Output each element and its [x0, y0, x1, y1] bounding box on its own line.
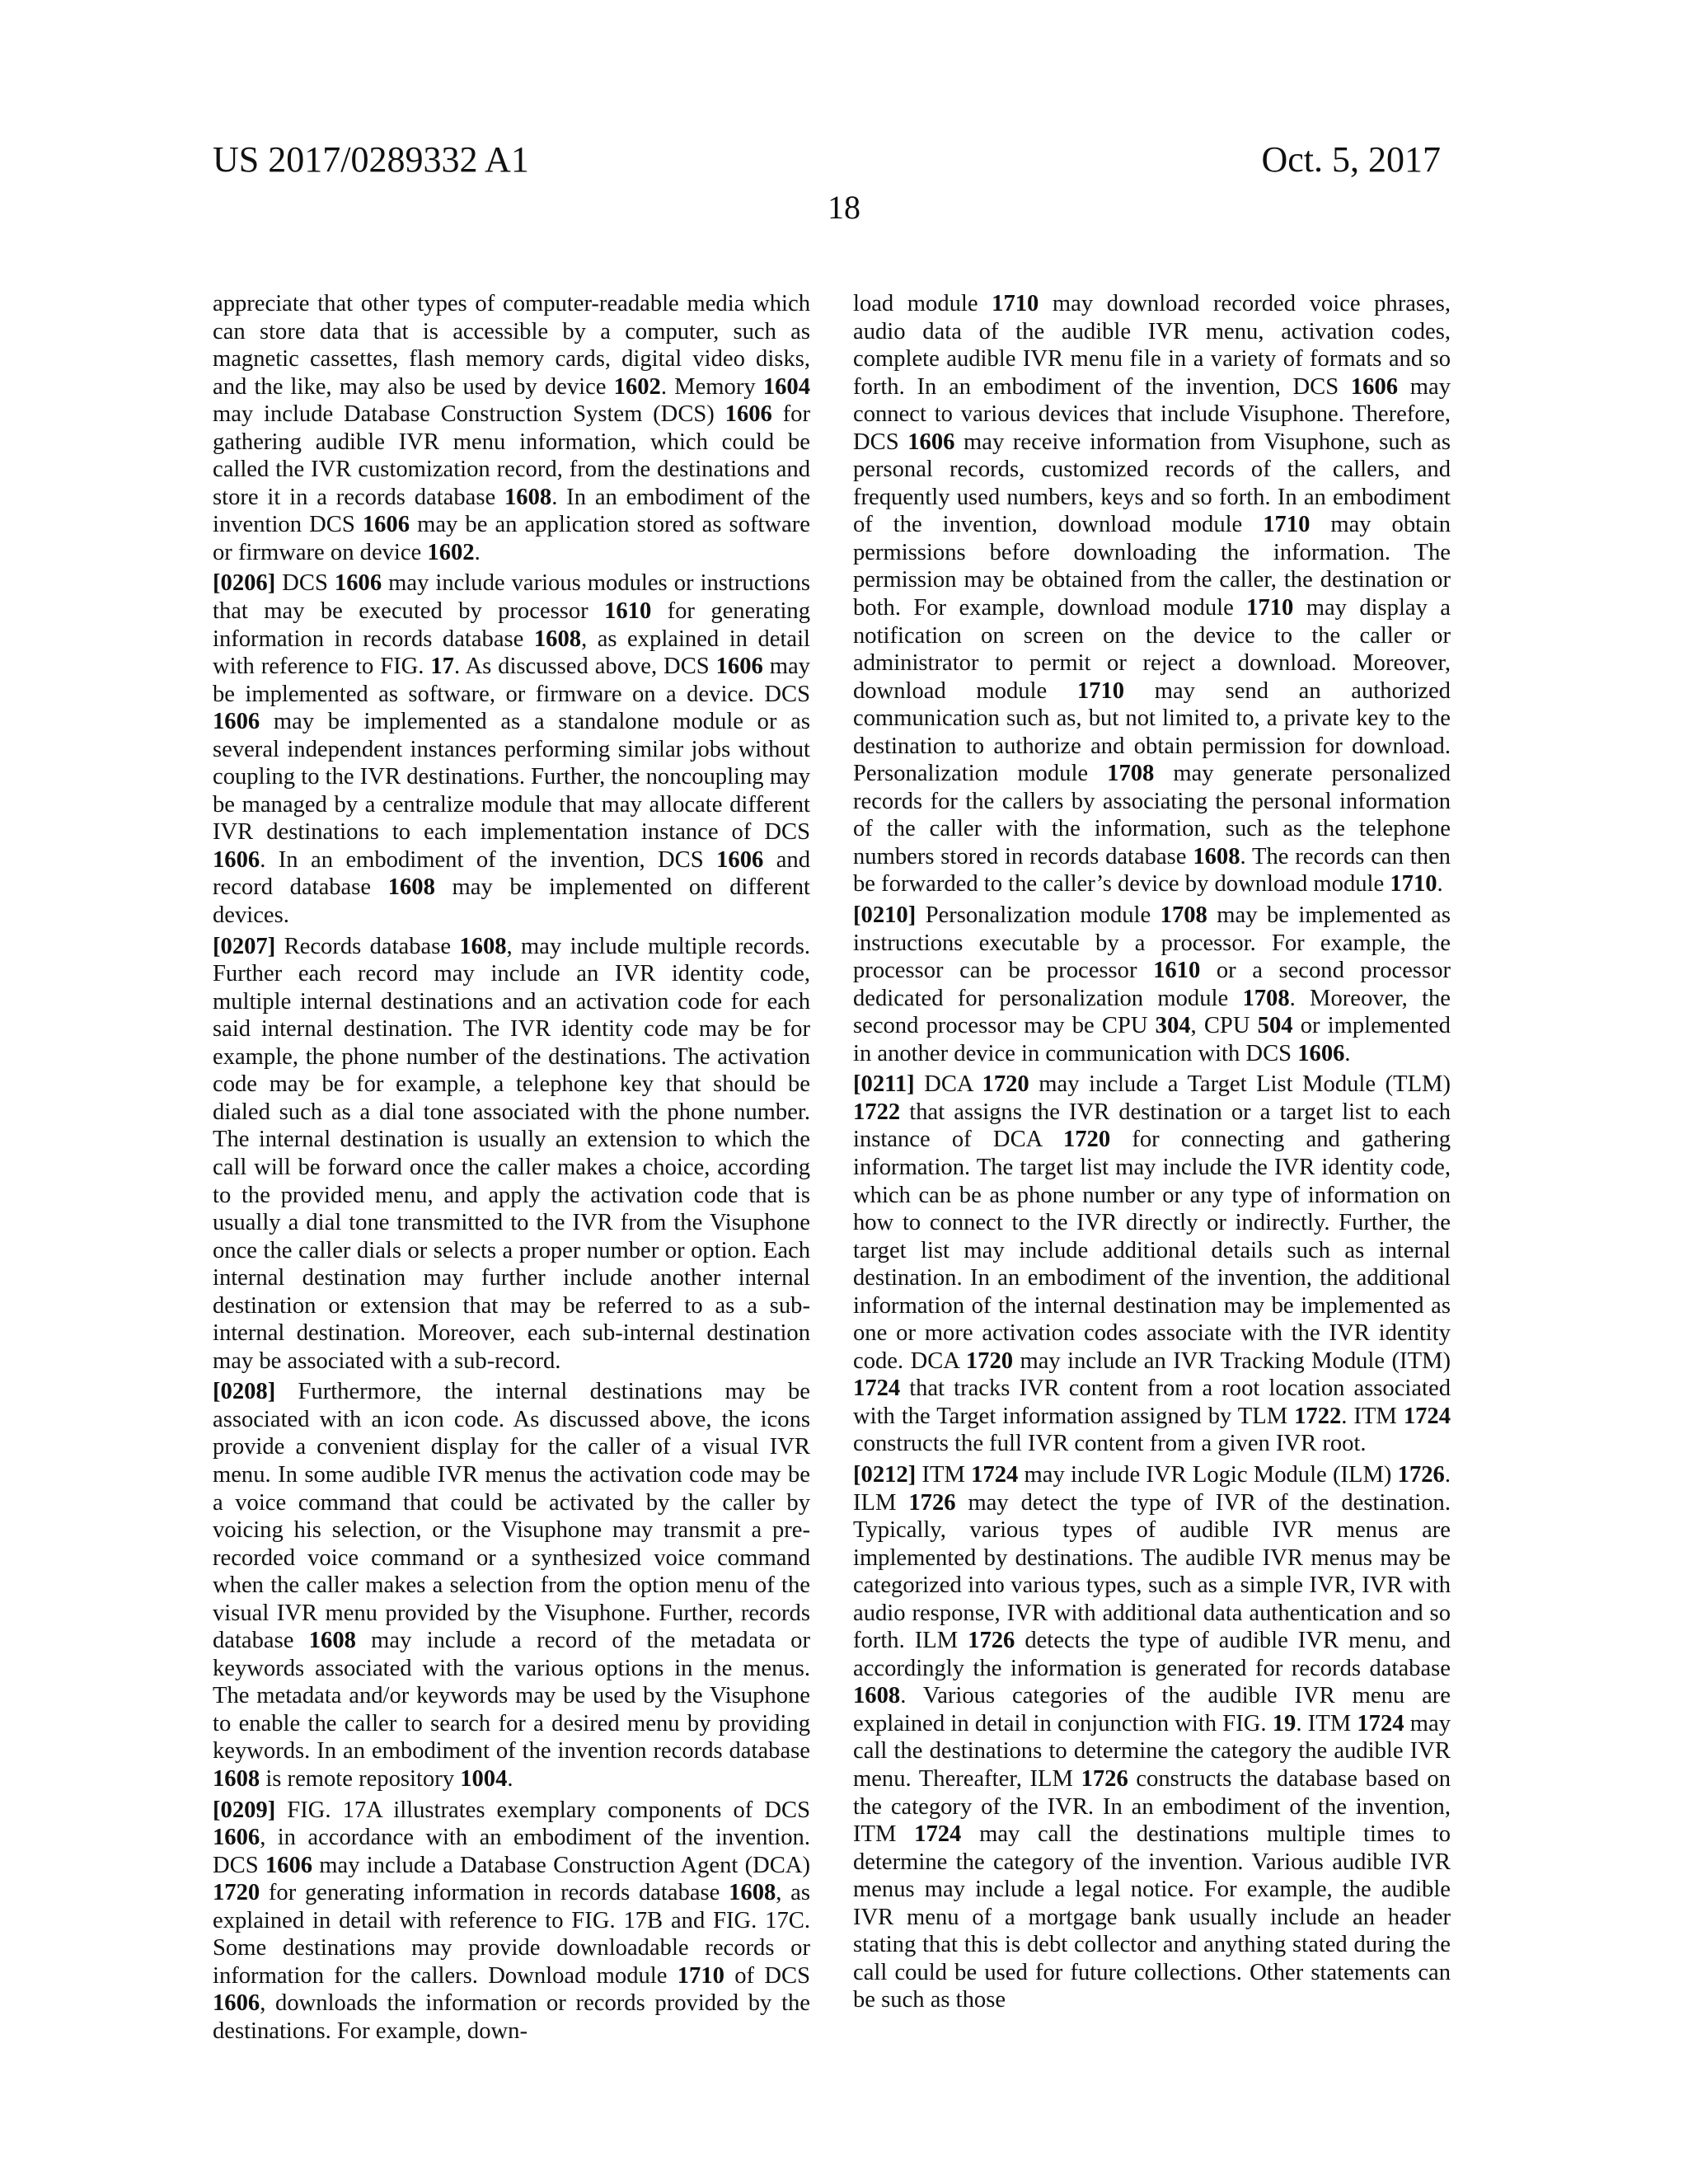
paragraph-0212: [0212] ITM 1724 may include IVR Logic Module (ILM) 1726. ILM 1726 may detect the type of IVR of the destination. Typically, various types of audible IVR menus are implemented by destinations. The audible IVR menus may be categorized into various types, such as a simple IVR, IVR with audio response, IVR with additional data authentication and so forth. ILM 1726 detects the type of audible IVR menu, and accordingly the information is generated for records database 1608. Various categories of the audible IVR menu are explained in detail in conjunction with FIG. 19. ITM 1724 may call the destinations to determine the category the audible IVR menu. Thereafter, ILM 1726 constructs the database based on the category of the IVR. In an embodiment of the invention, ITM 1724 may call the destinations multiple times to determine the category of the invention. Various audible IVR menus may include a legal notice. For example, the audible IVR menu of a mortgage bank usually include an header stating that this is debt collector and anything stated during the call could be used for future collections. Other statements can be such as those — [853, 1461, 1451, 2013]
paragraph-0206: [0206] DCS 1606 may include various modules or instructions that may be executed by processor 1610 for generating information in records database 1608, as explained in detail with reference to FIG. 17. As discussed above, DCS 1606 may be implemented as software, or firmware on a device. DCS 1606 may be implemented as a standalone module or as several independent instances performing similar jobs without coupling to the IVR destinations. Further, the noncoupling may be managed by a centralize module that may allocate different IVR destinations to each implementation instance of DCS 1606. In an embodiment of the invention, DCS 1606 and record database 1608 may be implemented on different devices. — [213, 570, 811, 929]
paragraph-0210: [0210] Personalization module 1708 may be implemented as instructions executable by a processor. For example, the processor can be processor 1610 or a second processor dedicated for personalization module 1708. Moreover, the second processor may be CPU 304, CPU 504 or implemented in another device in communication with DCS 1606. — [853, 902, 1451, 1066]
paragraph-0209: [0209] FIG. 17A illustrates exemplary components of DCS 1606, in accordance with an embodiment of the invention. DCS 1606 may include a Database Construction Agent (DCA) 1720 for generating information in records database 1608, as explained in detail with reference to FIG. 17B and FIG. 17C. Some destinations may provide downloadable records or information for the callers. Download module 1710 of DCS 1606, downloads the information or records provided by the destinations. For example, down- — [213, 1797, 810, 2044]
page-number: 18 — [828, 189, 860, 226]
right-column — [853, 290, 1451, 2018]
paragraph-0211: [0211] DCA 1720 may include a Target List Module (TLM) 1722 that assigns the IVR destination or a target list to each instance of DCA 1720 for connecting and gathering information. The target list may include the IVR identity code, which can be as phone number or any type of information on how to connect to the IVR directly or indirectly. Further, the target list may include additional details such as internal destination. In an embodiment of the invention, the additional information of the internal destination may be implemented as one or more activation codes associate with the IVR identity code. DCA 1720 may include an IVR Tracking Module (ITM) 1724 that tracks IVR content from a root location associated with the Target information assigned by TLM 1722. ITM 1724 constructs the full IVR content from a given IVR root. — [853, 1071, 1451, 1457]
paragraph-continued: appreciate that other types of computer-readable media which can store data that is accessible by a computer, such as magnetic cassettes, flash memory cards, digital video disks, and the like, may also be used by device 1602. Memory 1604 may include Database Construction System (DCS) 1606 for gathering audible IVR menu information, which could be called the IVR customization record, from the destinations and store it in a records database 1608. In an embodiment of the invention DCS 1606 may be an application stored as software or firmware on device 1602. — [213, 291, 811, 565]
left-column — [213, 290, 810, 2048]
paragraph-0208: [0208] Furthermore, the internal destinations may be associated with an icon code. As discussed above, the icons provide a convenient display for the caller of a visual IVR menu. In some audible IVR menus the activation code may be a voice command that could be activated by the caller by voicing his selection, or the Visuphone may transmit a pre-recorded voice command or a synthesized voice command when the caller makes a selection from the option menu of the visual IVR menu provided by the Visuphone. Further, records database 1608 may include a record of the metadata or keywords associated with the various options in the menus. The metadata and/or keywords may be used by the Visuphone to enable the caller to search for a desired menu by providing keywords. In an embodiment of the invention records database 1608 is remote repository 1004. — [213, 1379, 810, 1792]
paragraph-0207: [0207] Records database 1608, may include multiple records. Further each record may include an IVR identity code, multiple internal destinations and an activation code for each said internal destination. The IVR identity code may be for example, the phone number of the destinations. The activation code may be for example, a telephone key that should be dialed such as a dial tone associated with the phone number. The internal destination is usually an extension to which the call will be forward once the caller makes a choice, according to the provided menu, and apply the activation code that is usually a dial tone transmitted to the IVR from the Visuphone once the caller dials or selects a proper number or option. Each internal destination may further include another internal destination or extension that may be referred to as a sub-internal destination. Moreover, each sub-internal destination may be associated with a sub-record. — [213, 933, 811, 1374]
publication-number: US 2017/0289332 A1 — [213, 139, 529, 180]
publication-date: Oct. 5, 2017 — [1261, 139, 1441, 180]
paragraph-continued: load module 1710 may download recorded voice phrases, audio data of the audible IVR menu, activation codes, complete audible IVR menu file in a variety of formats and so forth. In an embodiment of the invention, DCS 1606 may connect to various devices that include Visuphone. Therefore, DCS 1606 may receive information from Visuphone, such as personal records, customized records of the callers, and frequently used numbers, keys and so forth. In an embodiment of the invention, download module 1710 may obtain permissions before downloading the information. The permission may be obtained from the caller, the destination or both. For example, download module 1710 may display a notification on screen on the device to the caller or administrator to permit or reject a download. Moreover, download module 1710 may send an authorized communication such as, but not limited to, a private key to the destination to authorize and obtain permission for download. Personalization module 1708 may generate personalized records for the callers by associating the personal information of the caller with the information, such as the telephone numbers stored in records database 1608. The records can then be forwarded to the caller’s device by download module 1710. — [853, 291, 1451, 898]
